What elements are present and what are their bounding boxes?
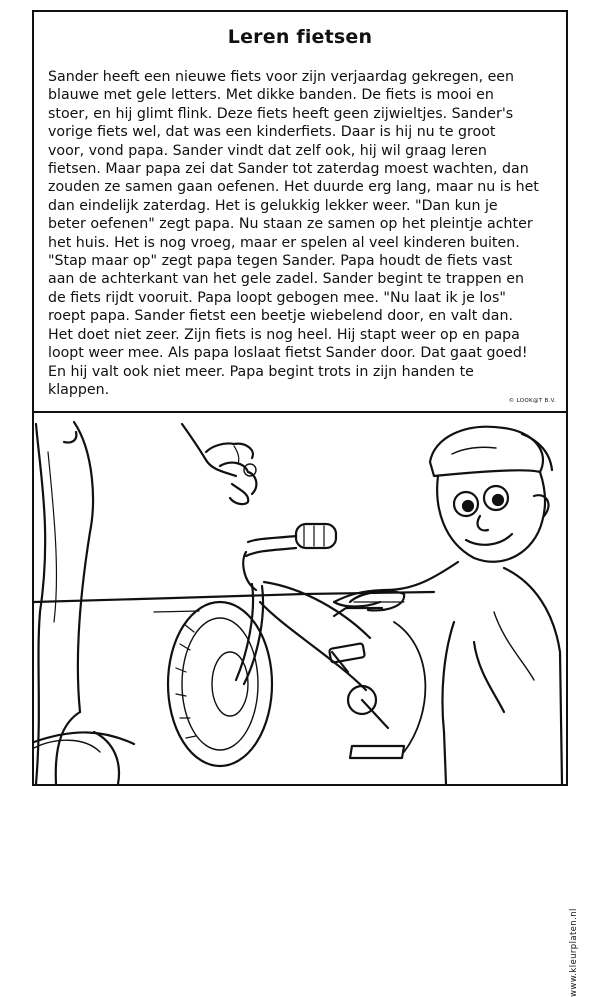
- father-legs-icon: [34, 422, 119, 784]
- story-line: En hij valt ook niet meer. Papa begint trots in zijn handen te: [48, 363, 474, 380]
- father-hand-icon: [182, 424, 256, 504]
- story-line: blauwe met gele letters. Met dikke banden. De fiets is mooi en: [48, 87, 494, 104]
- coloring-page: [32, 10, 579, 997]
- story-text: [48, 68, 556, 399]
- ground-lines: [34, 592, 434, 744]
- bicycle-icon: [168, 524, 425, 766]
- story-line: klappen.: [48, 381, 110, 398]
- coloring-illustration: [34, 412, 579, 997]
- page-title: Leren fietsen: [227, 26, 373, 48]
- story-line: vorige fiets wel, dat was een kinderfiets. Daar is hij nu te groot: [48, 124, 496, 141]
- story-line: voor, vond papa. Sander vindt dat zelf ook, hij wil graag leren: [48, 142, 487, 159]
- story-line: loopt weer mee. Als papa loslaat fietst Sander door. Dat gaat goed!: [48, 345, 528, 362]
- story-line: beter oefenen" zegt papa. Nu staan ze samen op het pleintje achter: [48, 216, 533, 233]
- story-line: zouden ze samen gaan oefenen. Het duurde erg lang, maar nu is het: [48, 179, 539, 196]
- website-url: www.kleurplaten.nl: [569, 908, 579, 997]
- story-line: "Stap maar op" zegt papa tegen Sander. Papa houdt de fiets vast: [48, 253, 513, 270]
- story-line: roept papa. Sander fietst een beetje wiebelend door, en valt dan.: [48, 308, 513, 325]
- story-line: de fiets rijdt vooruit. Papa loopt gebogen mee. "Nu laat ik je los": [48, 289, 506, 306]
- boy-with-cap-icon: [334, 427, 562, 784]
- story-line: fietsen. Maar papa zei dat Sander tot zaterdag moest wachten, dan: [48, 161, 529, 178]
- story-line: Sander heeft een nieuwe fiets voor zijn verjaardag gekregen, een: [48, 69, 515, 85]
- copyright-notice: © LOOK@T B.V.: [508, 398, 556, 404]
- story-line: dan eindelijk zaterdag. Het is gelukkig lekker weer. "Dan kun je: [48, 197, 498, 214]
- story-line: Het doet niet zeer. Zijn fiets is nog heel. Hij stapt weer op en papa: [48, 326, 520, 343]
- story-line: stoer, en hij glimt flink. Deze fiets heeft geen zijwieltjes. Sander's: [48, 105, 514, 122]
- story-line: het huis. Het is nog vroeg, maar er spelen al veel kinderen buiten.: [48, 234, 520, 251]
- story-line: aan de achterkant van het gele zadel. Sander begint te trappen en: [48, 271, 524, 288]
